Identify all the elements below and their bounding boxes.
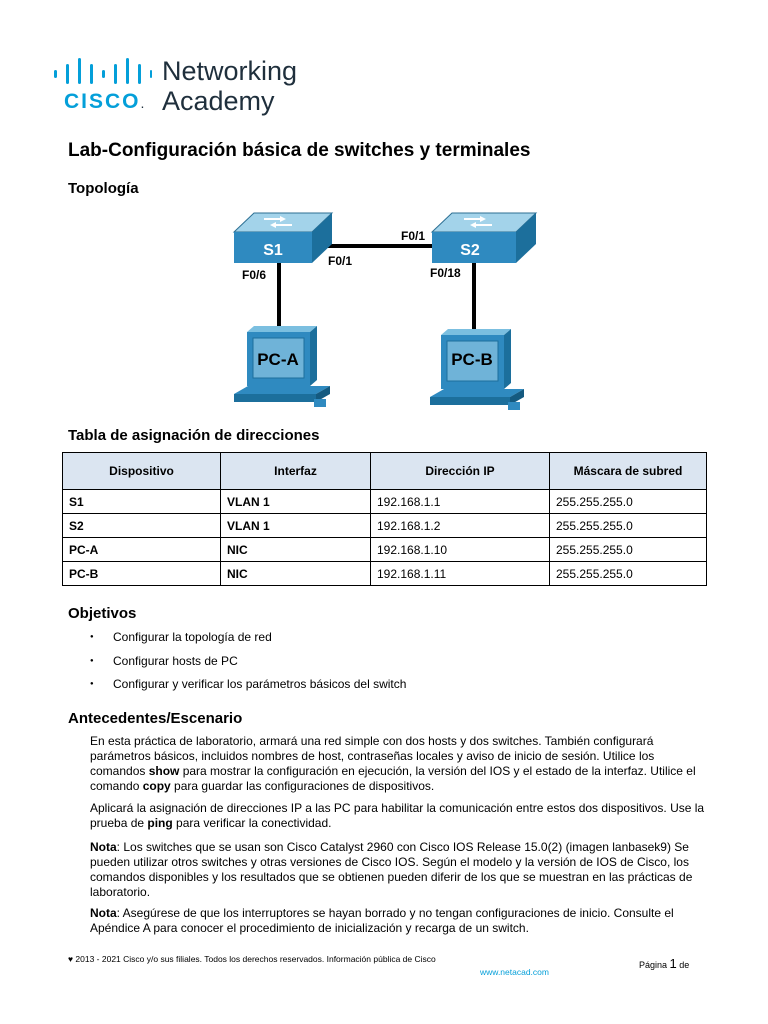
list-item: ● Configurar la topología de red: [90, 630, 406, 654]
cell-mask: 255.255.255.0: [550, 514, 707, 538]
paragraph-note-switches: Nota: Los switches que se usan son Cisco Catalyst 2960 con Cisco IOS Release 15.0(2) (imagen lanbasek9) Se pueden utilizar otros switches y otras versiones de Cisco IOS. Según el modelo y la versión de IOS de Cisco, los comandos disponibles y los resultados que se obtienen pueden diferir de los que se muestran en las prácticas de laboratorio.: [90, 840, 693, 899]
cell-ip: 192.168.1.10: [371, 538, 550, 562]
topology-heading: Topología: [68, 180, 139, 197]
cell-interface: NIC: [221, 562, 371, 586]
paragraph-note-erase: Nota: Asegúrese de que los interruptores se hayan borrado y no tengan configuraciones de inicio. Consulte el Apéndice A para conocer el procedimiento de inicialización y recarga de un switch.: [90, 906, 674, 935]
cell-interface: VLAN 1: [221, 490, 371, 514]
table-row: [63, 490, 707, 514]
switch-s1-icon: [234, 213, 332, 263]
cell-device: PC-B: [63, 562, 221, 586]
cell-device: S2: [63, 514, 221, 538]
cell-interface: VLAN 1: [221, 514, 371, 538]
pc-a-icon: [234, 326, 330, 407]
switch-s1-label: S1: [263, 242, 283, 259]
topology-diagram: [220, 202, 550, 417]
cisco-bars-icon: [52, 58, 152, 88]
port-s1-f01: F0/1: [328, 254, 353, 268]
list-item: ● Configurar y verificar los parámetros básicos del switch: [90, 677, 406, 701]
table-row: [63, 562, 707, 586]
page-number: Página 1 de: [639, 956, 690, 971]
address-table-heading: Tabla de asignación de direcciones: [68, 427, 320, 444]
cell-mask: 255.255.255.0: [550, 562, 707, 586]
table-row: [63, 538, 707, 562]
objectives-list: [90, 630, 406, 701]
footer-url-link[interactable]: www.netacad.com: [480, 967, 549, 977]
port-s1-f06: F0/6: [242, 268, 267, 282]
cell-mask: 255.255.255.0: [550, 490, 707, 514]
cell-device: PC-A: [63, 538, 221, 562]
pc-a-label: PC-A: [257, 350, 299, 369]
list-item: ● Configurar hosts de PC: [90, 654, 406, 678]
logo-academy-text: Academy: [162, 86, 275, 116]
cell-device: S1: [63, 490, 221, 514]
port-s2-f01: F0/1: [401, 229, 426, 243]
page-title: Lab-Configuración básica de switches y terminales: [68, 140, 531, 161]
switch-s2-label: S2: [460, 242, 480, 259]
col-device: Dispositivo: [63, 453, 221, 490]
paragraph-ip: Aplicará la asignación de direcciones IP a las PC para habilitar la comunicación entre estos dos dispositivos. Use la prueba de ping para verificar la conectividad.: [90, 801, 705, 830]
col-subnet-mask: Máscara de subred: [550, 453, 707, 490]
cisco-wordmark: CISCO.: [64, 90, 147, 113]
port-s2-f018: F0/18: [430, 266, 461, 280]
background-heading: Antecedentes/Escenario: [68, 710, 243, 727]
cell-ip: 192.168.1.2: [371, 514, 550, 538]
col-ip-address: Dirección IP: [371, 453, 550, 490]
table-header-row: [63, 453, 707, 490]
cell-mask: 255.255.255.0: [550, 538, 707, 562]
table-row: [63, 514, 707, 538]
col-interface: Interfaz: [221, 453, 371, 490]
paragraph-intro: En esta práctica de laboratorio, armará una red simple con dos hosts y dos switches. También configurará parámetros básicos, incluidos nombres de host, contraseñas locales y aviso de inicio de sesión. Utilice los comandos show para mostrar la configuración en ejecución, la versión del IOS y el estado de la interfaz. Utilice el comando copy para guardar las configuraciones de dispositivos.: [90, 734, 696, 793]
cell-ip: 192.168.1.11: [371, 562, 550, 586]
cell-ip: 192.168.1.1: [371, 490, 550, 514]
pc-b-label: PC-B: [451, 350, 493, 369]
footer-copyright: ♥ 2013 - 2021 Cisco y/o sus filiales. Todos los derechos reservados. Información pública de Cisco: [68, 954, 436, 964]
addressing-table: [62, 452, 707, 586]
cell-interface: NIC: [221, 538, 371, 562]
logo-networking-text: Networking: [162, 56, 298, 86]
switch-s2-icon: [432, 213, 536, 263]
pc-b-icon: [430, 329, 524, 410]
objectives-heading: Objetivos: [68, 605, 137, 622]
